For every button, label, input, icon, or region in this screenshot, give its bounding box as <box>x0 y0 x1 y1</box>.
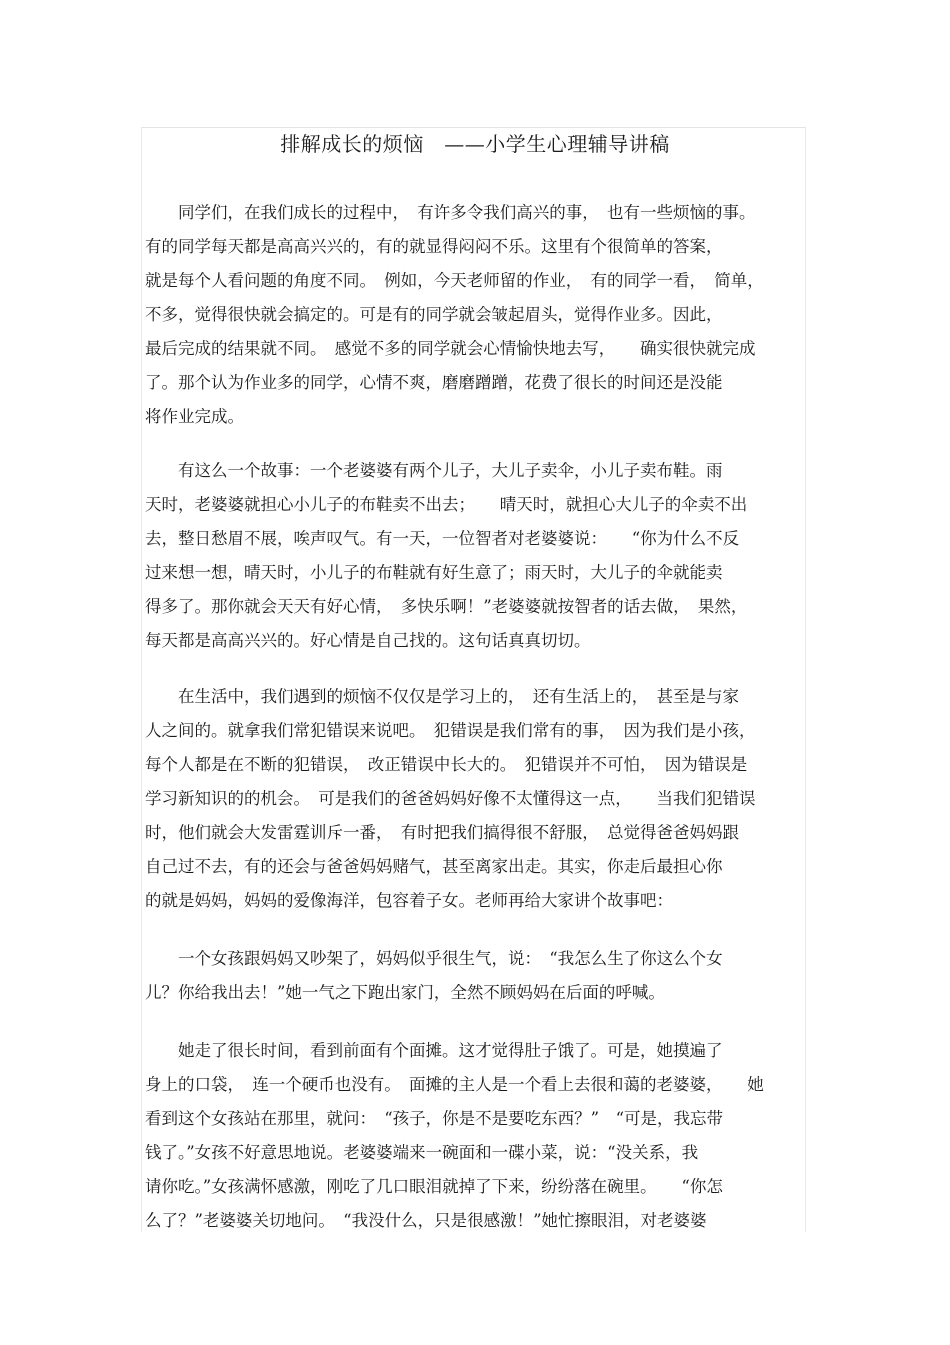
paragraph-1 <box>145 196 805 434</box>
text-line: 得多了。那你就会天天有好心情， 多快乐啊！”老婆婆就按智者的话去做， 果然， <box>145 597 748 616</box>
text-line: 去，整日愁眉不展，唉声叹气。有一天，一位智者对老婆婆说： “你为什么不反 <box>145 529 740 548</box>
text-line: 不多，觉得很快就会搞定的。可是有的同学就会皱起眉头，觉得作业多。因此， <box>145 305 723 324</box>
document-title: 排解成长的烦恼 ——小学生心理辅导讲稿 <box>280 132 670 156</box>
text-line: 的就是妈妈，妈妈的爱像海洋，包容着子女。老师再给大家讲个故事吧： <box>145 891 673 910</box>
text-line: 身上的口袋， 连一个硬币也没有。 面摊的主人是一个看上去很和蔼的老婆婆， 她 <box>145 1075 764 1094</box>
text-line: 将作业完成。 <box>145 407 244 426</box>
text-line: 看到这个女孩站在那里，就问： “孩子，你是不是要吃东西？” “可是，我忘带 <box>145 1109 724 1128</box>
text-line: 一个女孩跟妈妈又吵架了，妈妈似乎很生气，说： “我怎么生了你这么个女 <box>145 949 723 968</box>
paragraph-3 <box>145 680 805 918</box>
text-line: 每个人都是在不断的犯错误， 改正错误中长大的。 犯错误并不可怕， 因为错误是 <box>145 755 748 774</box>
text-line: 每天都是高高兴兴的。好心情是自己找的。这句话真真切切。 <box>145 631 591 650</box>
text-line: 么了？”老婆婆关切地问。 “我没什么，只是很感激！”她忙擦眼泪，对老婆婆 <box>145 1211 707 1230</box>
text-line: 她走了很长时间，看到前面有个面摊。这才觉得肚子饿了。可是，她摸遍了 <box>145 1041 723 1060</box>
text-line: 有的同学每天都是高高兴兴的，有的就显得闷闷不乐。这里有个很简单的答案， <box>145 237 723 256</box>
text-line: 过来想一想，晴天时，小儿子的布鞋就有好生意了；雨天时，大儿子的伞就能卖 <box>145 563 723 582</box>
text-line: 自己过不去，有的还会与爸爸妈妈赌气，甚至离家出走。其实，你走后最担心你 <box>145 857 723 876</box>
text-line: 在生活中，我们遇到的烦恼不仅仅是学习上的， 还有生活上的， 甚至是与家 <box>145 687 739 706</box>
text-line: 请你吃。”女孩满怀感激，刚吃了几口眼泪就掉了下来，纷纷落在碗里。 “你怎 <box>145 1177 723 1196</box>
text-line: 时，他们就会大发雷霆训斥一番， 有时把我们搞得很不舒服， 总觉得爸爸妈妈跟 <box>145 823 739 842</box>
text-line: 最后完成的结果就不同。 感觉不多的同学就会心情愉快地去写， 确实很快就完成 <box>145 339 756 358</box>
text-line: 了。那个认为作业多的同学，心情不爽，磨磨蹭蹭，花费了很长的时间还是没能 <box>145 373 723 392</box>
text-line: 同学们，在我们成长的过程中， 有许多令我们高兴的事， 也有一些烦恼的事。 <box>145 203 756 222</box>
text-line: 学习新知识的的机会。 可是我们的爸爸妈妈好像不太懂得这一点， 当我们犯错误 <box>145 789 756 808</box>
text-line: 有这么一个故事：一个老婆婆有两个儿子，大儿子卖伞，小儿子卖布鞋。雨 <box>145 461 723 480</box>
text-line: 人之间的。就拿我们常犯错误来说吧。 犯错误是我们常有的事， 因为我们是小孩， <box>145 721 756 740</box>
text-line: 儿？你给我出去！”她一气之下跑出家门，全然不顾妈妈在后面的呼喊。 <box>145 983 665 1002</box>
text-line: 就是每个人看问题的角度不同。 例如，今天老师留的作业， 有的同学一看， 简单， <box>145 271 764 290</box>
text-line: 天时，老婆婆就担心小儿子的布鞋卖不出去； 晴天时，就担心大儿子的伞卖不出 <box>145 495 748 514</box>
paragraph-2 <box>145 454 805 658</box>
paragraph-4 <box>145 942 805 1010</box>
text-line: 钱了。”女孩不好意思地说。老婆婆端来一碗面和一碟小菜，说：“没关系，我 <box>145 1143 699 1162</box>
paragraph-5 <box>145 1034 805 1238</box>
